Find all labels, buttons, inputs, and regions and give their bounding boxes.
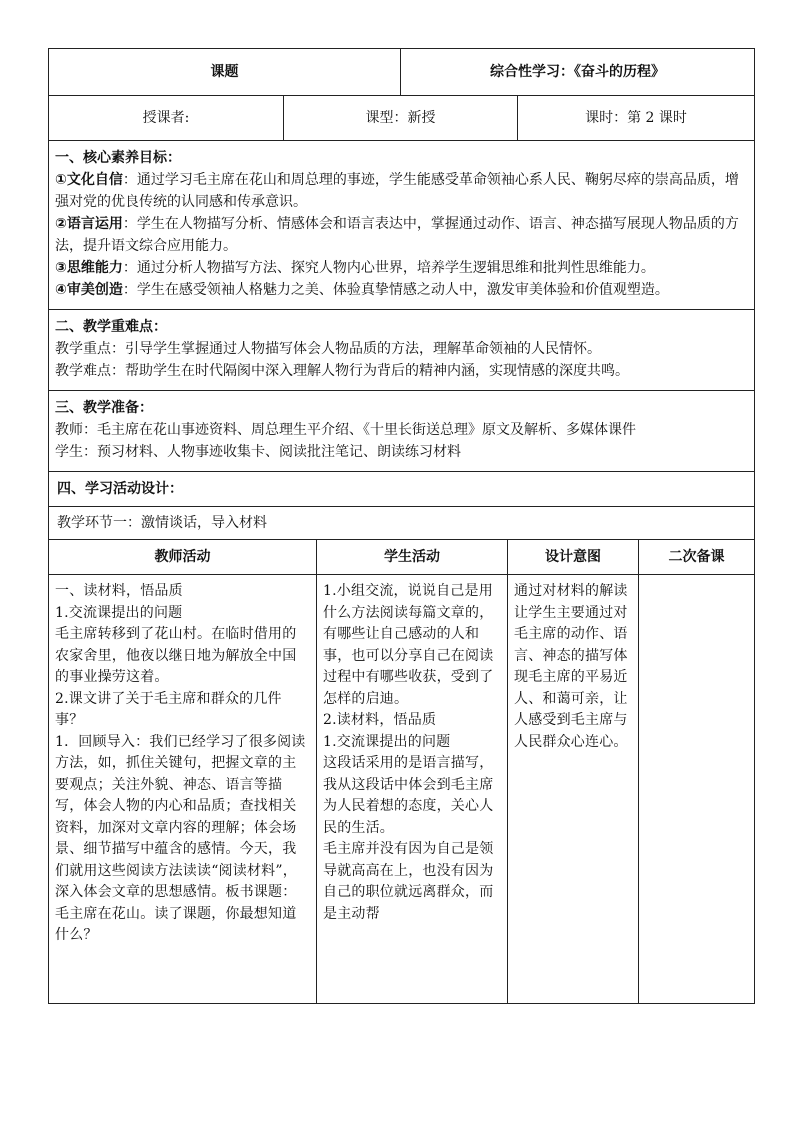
second-prep-cell [639, 575, 755, 1004]
lesson-plan-table [48, 48, 755, 540]
student-activity-line: 毛主席并没有因为自己是领导就高高在上，也没有因为自己的职位就远离群众，而是主动帮 [323, 841, 494, 922]
key-point: 教学重点：引导学生掌握通过人物描写体会人物品质的方法，理解革命领袖的人民情怀。 [55, 341, 601, 357]
student-activity-line: 2.读材料，悟品质 [323, 712, 437, 728]
section-goals-title: 一、核心素养目标： [55, 150, 181, 166]
topic-value: 综合性学习：《奋斗的历程》 [401, 49, 755, 96]
teacher-activity-line: 一、读材料，悟品质 [55, 583, 183, 599]
design-intent-text: 通过对材料的解读让学生主要通过对毛主席的动作、语言、神态的描写体现毛主席的平易近人、和蔼可亲，让人感受到毛主席与人民群众心连心。 [514, 583, 628, 750]
column-student-activity: 学生活动 [317, 540, 508, 575]
student-activity-line: 1.交流课提出的问题 [323, 733, 451, 750]
difficulty-point: 教学难点：帮助学生在时代隔阂中深入理解人物行为背后的精神内涵，实现情感的深度共鸣。 [55, 363, 629, 379]
student-preparation: 学生：预习材料、人物事迹收集卡、阅读批注笔记、朗读练习材料 [55, 444, 461, 460]
teacher-activity-line: 2.课文讲了关于毛主席和群众的几件事？ [55, 690, 282, 728]
design-intent-cell [508, 575, 639, 1004]
teacher-preparation: 教师：毛主席在花山事迹资料、周总理生平介绍、《十里长街送总理》原文及解析、多媒体课件 [55, 422, 636, 438]
section-preparation [49, 391, 755, 472]
goal-item: ③思维能力：通过分析人物描写方法、探究人物内心世界，培养学生逻辑思维和批判性思维能力。 [55, 260, 655, 276]
column-teacher-activity: 教师活动 [49, 540, 317, 575]
topic-label: 课题 [49, 49, 401, 96]
section-key-points-title: 二、教学重难点： [55, 319, 167, 335]
step-one: 教学环节一：激情谈话，导入材料 [49, 507, 755, 540]
student-activity-cell [317, 575, 508, 1004]
teacher-activity-cell [49, 575, 317, 1004]
student-activity-line: 这段话采用的是语言描写，我从这段话中体会到毛主席为人民着想的态度，关心人民的生活。 [323, 755, 494, 836]
lesson-hours: 课时：第 2 课时 [518, 96, 755, 141]
teacher-label: 授课者: [49, 96, 284, 141]
lesson-type: 课型：新授 [284, 96, 518, 141]
lesson-plan-page [48, 48, 754, 1004]
activity-table [48, 539, 755, 1004]
student-activity-line: 1.小组交流，说说自己是用什么方法阅读每篇文章的，有哪些让自己感动的人和事，也可以分享自己在阅读过程中有哪些收获，受到了怎样的启迪。 [323, 583, 494, 707]
goal-item: ②语言运用：学生在人物描写分析、情感体会和语言表达中，掌握通过动作、语言、神态描写展现人物品质的方法，提升语文综合应用能力。 [55, 216, 739, 254]
column-design-intent: 设计意图 [508, 540, 639, 575]
teacher-activity-line: 1．回顾导入：我们已经学习了很多阅读方法，如，抓住关键句，把握文章的主要观点；关注外貌、神态、语言等描写，体会人物的内心和品质；查找相关资料，加深对文章内容的理解；体会场景、细节描写中蕴含的感情。今天，我们就用这些阅读方法读读“阅读材料”，深入体会文章的思想感情。板书课题：毛主席在花山。读了课题，你最想知道什么？ [55, 733, 306, 943]
section-preparation-title: 三、教学准备： [55, 400, 153, 416]
goal-item: ④审美创造：学生在感受领袖人格魅力之美、体验真挚情感之动人中，激发审美体验和价值观塑造。 [55, 282, 669, 298]
section-goals [49, 141, 755, 310]
column-second-prep: 二次备课 [639, 540, 755, 575]
goal-item: ①文化自信：通过学习毛主席在花山和周总理的事迹，学生能感受革命领袖心系人民、鞠躬尽瘁的崇高品质，增强对党的优良传统的认同感和传承意识。 [55, 172, 739, 210]
teacher-activity-line: 1.交流课提出的问题 [55, 604, 183, 621]
teacher-activity-line: 毛主席转移到了花山村。在临时借用的农家舍里，他夜以继日地为解放全中国的事业操劳这着。 [55, 626, 297, 685]
section-activity-title: 四、学习活动设计： [49, 472, 755, 507]
section-key-points [49, 310, 755, 391]
